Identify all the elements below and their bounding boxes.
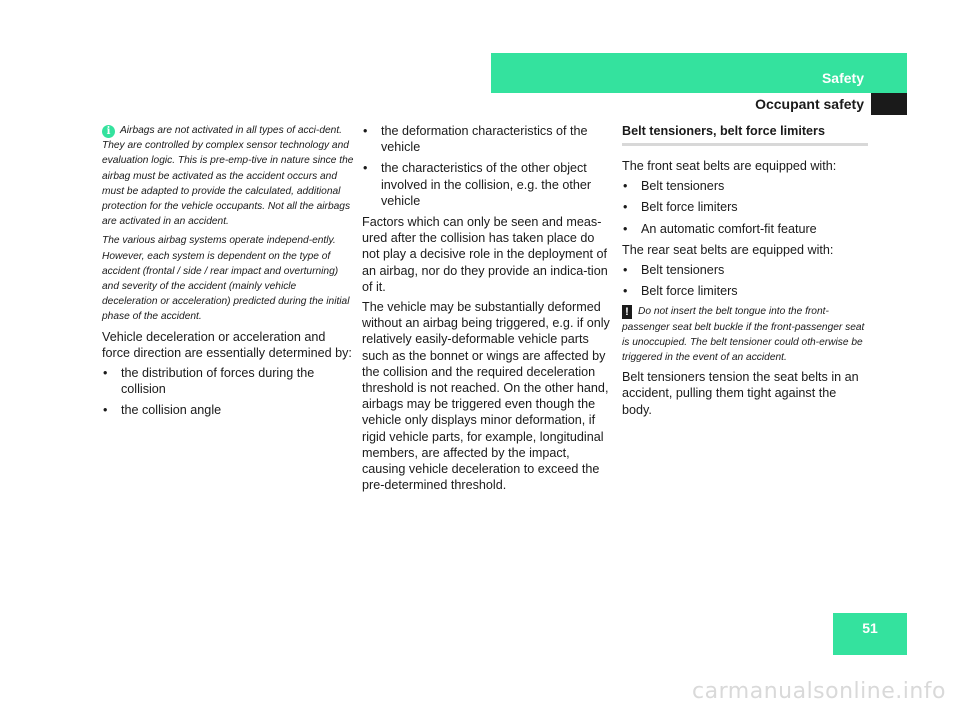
warning-note-text: Do not insert the belt tongue into the front-passenger seat belt buckle if the front-passenger seat is unoccupied. The belt tensioner could oth-erwise be triggered in the event of an accident. bbox=[622, 306, 865, 364]
watermark: carmanualsonline.info bbox=[692, 679, 946, 704]
list-item bbox=[362, 160, 610, 209]
list-item bbox=[362, 123, 610, 155]
paragraph: The vehicle may be substantially deformed without an airbag being triggered, e.g. if only relatively easily-deformable vehicle parts such as the bonnet or wings are affected by the collision and the required deceleration threshold is not reached. On the other hand, airbags may be triggered even though the vehicle only displays minor deformation, if rigid vehicle parts, for example, longitudinal members, are affected by the impact, causing vehicle deceleration to exceed the pre-determined threshold. bbox=[362, 300, 610, 493]
bullet-icon: • bbox=[363, 161, 368, 176]
section-title: Safety bbox=[821, 70, 864, 86]
bullet-icon: • bbox=[623, 221, 628, 236]
list-item-text: the distribution of forces during the collision bbox=[121, 366, 315, 397]
bullet-icon: • bbox=[623, 263, 628, 278]
bullet-icon: • bbox=[103, 366, 108, 381]
list-item-text: Belt force limiters bbox=[641, 284, 738, 299]
page-number: 51 bbox=[862, 620, 878, 636]
warning-icon: ! bbox=[622, 305, 632, 319]
column-right bbox=[622, 123, 868, 422]
list-item-text: the collision angle bbox=[121, 403, 222, 418]
bullet-icon: • bbox=[103, 403, 108, 418]
bullet-icon: • bbox=[623, 179, 628, 194]
bullet-icon: • bbox=[363, 124, 368, 138]
paragraph: Belt tensioners tension the seat belts in an accident, pulling them tight against the body. bbox=[622, 370, 859, 417]
info-note bbox=[102, 123, 354, 229]
page-subheading: Occupant safety bbox=[755, 96, 864, 112]
list-item bbox=[622, 283, 868, 299]
list-item-text: the characteristics of the other object involved in the collision, e.g. the other vehicle bbox=[381, 161, 592, 208]
section-heading: Belt tensioners, belt force limiters bbox=[622, 124, 825, 138]
chapter-tab-marker bbox=[871, 93, 907, 115]
list-item-text: Belt tensioners bbox=[641, 179, 725, 194]
heading-divider bbox=[622, 143, 868, 146]
list-item bbox=[102, 365, 354, 397]
info-icon: i bbox=[102, 125, 115, 138]
paragraph: The front seat belts are equipped with: bbox=[622, 159, 837, 173]
list-item-text: Belt force limiters bbox=[641, 200, 738, 215]
list-item bbox=[622, 178, 868, 194]
column-left bbox=[102, 123, 354, 424]
warning-note bbox=[622, 304, 868, 365]
bullet-icon: • bbox=[623, 284, 628, 299]
list-item-text: the deformation characteristics of the vehicle bbox=[381, 124, 588, 155]
info-note-text: Airbags are not activated in all types of acci-dent. They are controlled by complex sensor technology and evaluation logic. This is pre-emp-tive in nature since the airbag must be activated as the accident occurs and must be adapted to provide the calculated, additional protection for the vehicle occupants. Not all the airbags are activated in an accident. bbox=[102, 125, 354, 228]
list-item-text: Belt tensioners bbox=[641, 263, 725, 278]
list-item bbox=[622, 221, 868, 237]
column-middle bbox=[362, 123, 610, 497]
list-item bbox=[622, 262, 868, 278]
paragraph: Factors which can only be seen and meas-ured after the collision has taken place do not play a decisive role in the deployment of an airbag, nor do they provide an indica-tion of it. bbox=[362, 215, 608, 294]
paragraph: The rear seat belts are equipped with: bbox=[622, 242, 834, 257]
list-item bbox=[622, 199, 868, 215]
list-item bbox=[102, 402, 354, 418]
paragraph: Vehicle deceleration or acceleration and force direction are essentially determined by: bbox=[102, 329, 352, 360]
info-note-continued: The various airbag systems operate independ-ently. However, each system is dependent on the type of accident (frontal / side / rear impact and overturning) and severity of the accident (mainly vehicle deceleration or acceleration) predicted during the initial phase of the accident. bbox=[102, 235, 350, 323]
list-item-text: An automatic comfort-fit feature bbox=[641, 221, 817, 236]
bullet-icon: • bbox=[623, 200, 628, 215]
